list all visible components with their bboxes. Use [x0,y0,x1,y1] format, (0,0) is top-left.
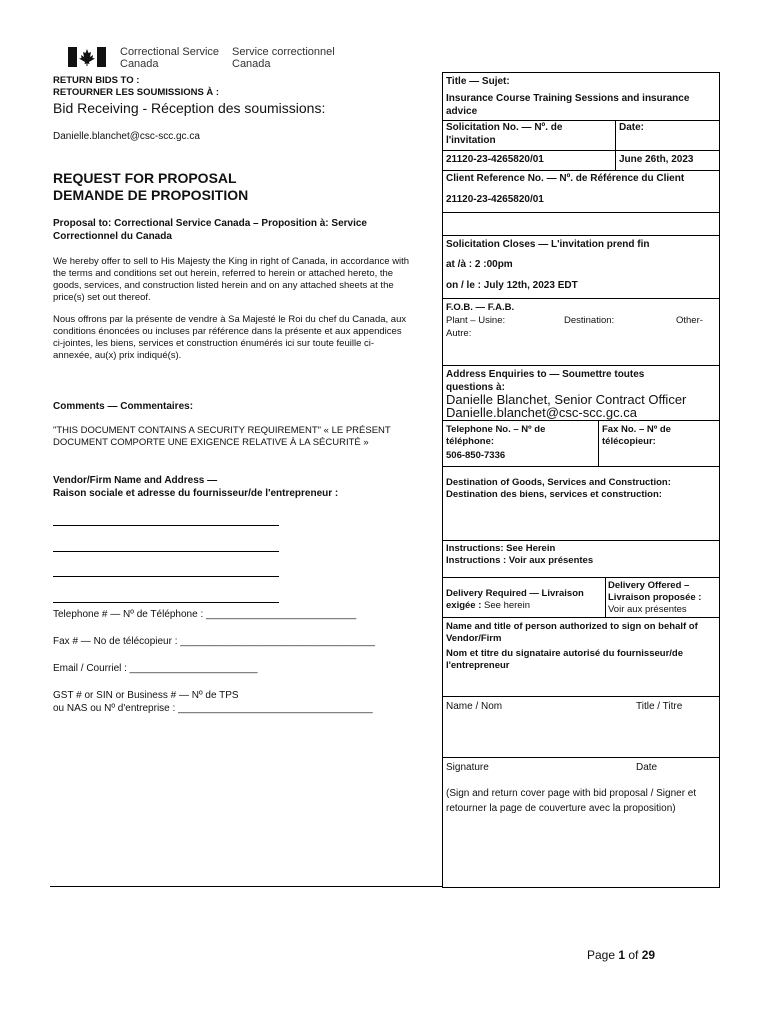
canada-flag-icon [68,47,106,67]
solicitation-label: Solicitation No. — Nº. de l'invitation [446,122,563,146]
name-label: Name / Nom [446,701,503,712]
proposal-to: Proposal to: Correctional Service Canada – Proposition à: Service Correctionnel du Canada [53,218,367,242]
fob-autre: Autre: [446,328,472,339]
closes-time: at /à : 2 :00pm [446,259,513,270]
email-field: Email / Courriel : _______________________ [53,663,258,674]
left-bottom-rule [50,886,443,887]
tel-label: Telephone No. – Nº de téléphone: [446,424,546,447]
title-label2: Title / Titre [636,701,683,712]
fax-label: Fax No. – Nº de télécopieur: [602,424,671,447]
page-number: Page 1 of 29 [587,948,656,962]
instructions: Instructions: See Herein Instructions : Voir aux présentes [446,543,594,566]
delivery-offered: Delivery Offered – Livraison proposée : Voir aux présentes [608,580,702,615]
authorized-en: Name and title of person authorized to sign on behalf of Vendor/Firm [446,621,698,644]
vendor-line-4 [53,602,279,603]
title-label: Title — Sujet: [446,76,510,87]
bid-receiving: Bid Receiving - Réception des soumissions: [53,100,326,116]
closes-date: on / le : July 12th, 2023 EDT [446,280,578,291]
rfp-title: REQUEST FOR PROPOSAL DEMANDE DE PROPOSITION [53,170,249,203]
sign-note: (Sign and return cover page with bid proposal / Signer et retourner la page de couverture avec la proposition) [446,788,697,814]
enquiries-label: Address Enquiries to — Soumettre toutes questions à: [446,369,645,393]
date-label2: Date [636,762,658,773]
vendor-line-2 [53,551,279,552]
return-bids-label: RETURN BIDS TO : RETOURNER LES SOUMISSIONS À : [53,75,220,98]
enquiries-name: Danielle Blanchet, Senior Contract Officer [446,392,687,407]
dest-goods: Destination of Goods, Services and Construction: Destination des biens, services et construction: [446,477,671,500]
title-value: Insurance Course Training Sessions and insurance advice [446,93,690,117]
fob-plant: Plant – Usine: [446,315,506,326]
comments-label: Comments — Commentaires: [53,401,194,412]
fob-label: F.O.B. — F.A.B. [446,302,515,313]
authorized-fr: Nom et titre du signataire autorisé du fournisseur/de l'entrepreneur [446,648,684,671]
client-ref-label: Client Reference No. — Nº. de Référence du Client [446,173,685,184]
delivery-required: Delivery Required — Livraison exigée : See herein [446,588,584,611]
fob-destination: Destination: [564,315,615,326]
vendor-line-3 [53,576,279,577]
offer-fr: Nous offrons par la présente de vendre à Sa Majesté le Roi du chef du Canada, aux conditions énoncées ou incluses par référence dans la présente et aux appendices ci-jointes, les biens, services et construction énumérés ici sur toute feuille ci-annexée, au(x) prix indiqué(s). [53,314,407,361]
security-note: "THIS DOCUMENT CONTAINS A SECURITY REQUIREMENT" « LE PRÉSENT DOCUMENT COMPORTE UNE EXIGENCE RELATIVE À LA SÉCURITÉ » [53,425,391,448]
signature-label: Signature [446,762,489,773]
solicitation-value: 21120-23-4265820/01 [446,154,544,165]
gst-field: GST # or SIN or Business # — Nº de TPS ou NAS ou Nº d'entreprise : ___________________________________ [53,690,373,714]
bid-email: Danielle.blanchet@csc-scc.gc.ca [53,131,200,142]
client-ref-value: 21120-23-4265820/01 [446,194,544,205]
vendor-label: Vendor/Firm Name and Address — Raison sociale et adresse du fournisseur/de l'entrepreneur : [53,475,339,499]
offer-en: We hereby offer to sell to His Majesty the King in right of Canada, in accordance with the terms and conditions set out herein, referred to herein or attached hereto, the goods, services, and construction listed herein and on any attached sheets at the price(s) set out thereof. [53,256,410,303]
org-name-en: Correctional Service Canada [120,46,220,70]
telephone-field: Telephone # — Nº de Téléphone : ___________________________ [53,609,357,620]
enquiries-email: Danielle.blanchet@csc-scc.gc.ca [446,405,637,420]
fax-field: Fax # — No de télécopieur : ___________________________________ [53,636,375,647]
fob-other: Other- [676,315,703,326]
org-name-fr: Service correctionnel Canada [232,46,335,70]
tel-value: 506-850-7336 [446,450,506,461]
date-label: Date: [619,122,645,133]
date-value: June 26th, 2023 [619,154,694,165]
closes-label: Solicitation Closes — L'invitation prend fin [446,239,650,250]
vendor-line-1 [53,525,279,526]
